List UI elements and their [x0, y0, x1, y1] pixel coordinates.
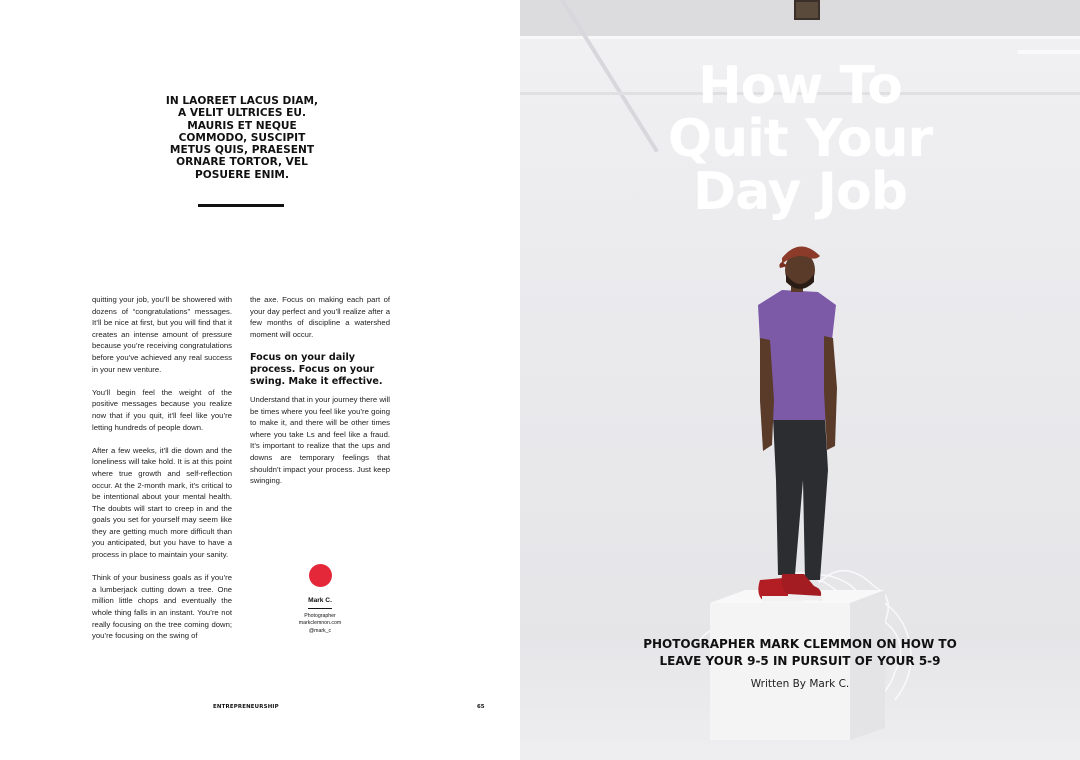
article-title: [650, 56, 950, 222]
author-avatar-dot: [309, 564, 332, 587]
jeans: [773, 418, 828, 580]
title-line: How To: [698, 56, 902, 116]
article-column-1: [92, 294, 232, 653]
author-divider: [308, 608, 332, 609]
author-name: Mark C.: [308, 597, 332, 604]
author-handle: @mark_c: [308, 627, 332, 634]
author-role: Photographer: [304, 613, 336, 619]
right-page-photo: [520, 0, 1080, 760]
page-number: 65: [477, 704, 485, 710]
footer-section-label: ENTREPRENEURSHIP: [213, 704, 279, 710]
paragraph: the axe. Focus on making each part of your day perfect and you’ll realize after a few months of discipline a watershed moment will occur.: [250, 295, 390, 339]
paragraph: You’ll begin feel the weight of the positive messages because you realize now that if you quit, it’ll feel like you’re letting hundreds of people down.: [92, 387, 232, 432]
title-line: Quit Your: [667, 109, 933, 169]
pull-quote: IN LAOREET LACUS DIAM, A VELIT ULTRICES EU. MAURIS ET NEQUE COMMODO, SUSCIPIT METUS QUIS, PRAESENT ORNARE TORTOR, VEL POSUERE ENIM.: [165, 95, 319, 181]
article-subtitle: [630, 636, 970, 670]
paragraph: Think of your business goals as if you’re a lumberjack cutting down a tree. One million little chops and eventually the whole thing falls in an instant. You’re not really focusing on the tree coming down; you’re focusing on the swing of: [92, 573, 232, 641]
subtitle-line: PHOTOGRAPHER MARK CLEMMON ON HOW TO: [643, 637, 957, 651]
title-line: Day Job: [693, 162, 907, 222]
left-page: [0, 0, 520, 760]
subheading: Focus on your daily process. Focus on your swing. Make it effective.: [250, 351, 383, 387]
pull-quote-rule: [198, 204, 284, 207]
paragraph: After a few weeks, it’ll die down and the loneliness will take hold. It is at this point where true growth and self-reflection occur. At the 2-month mark, it’s critical to be intentional about your mental health. The doubts will start to creep in and the goals you set for yourself may seem like they are getting much more difficult than you anticipated, but you have to have a process in place to maintain your sanity.: [92, 445, 232, 560]
byline: Written By Mark C.: [750, 678, 850, 690]
author-card: [288, 562, 352, 635]
paragraph: quitting your job, you’ll be showered with dozens of “congratulations” messages. It’ll be nice at first, but you will find that it creates an intense amount of pressure because you’re receiving congratulations before you’ve achieved any real success in your new venture.: [92, 295, 232, 374]
article-column-2: [250, 294, 390, 498]
author-website: markclemnon.com: [298, 620, 342, 627]
paragraph: Understand that in your journey there will be times where you feel like you’re going to make it, and there will be other times where you take Ls and feel like a fraud. It’s important to realize that the ups and downs are temporary feelings that shouldn’t impact your process. Just keep swinging.: [250, 394, 390, 486]
head: [779, 246, 820, 292]
subtitle-line: LEAVE YOUR 9-5 IN PURSUIT OF YOUR 5-9: [659, 654, 941, 668]
